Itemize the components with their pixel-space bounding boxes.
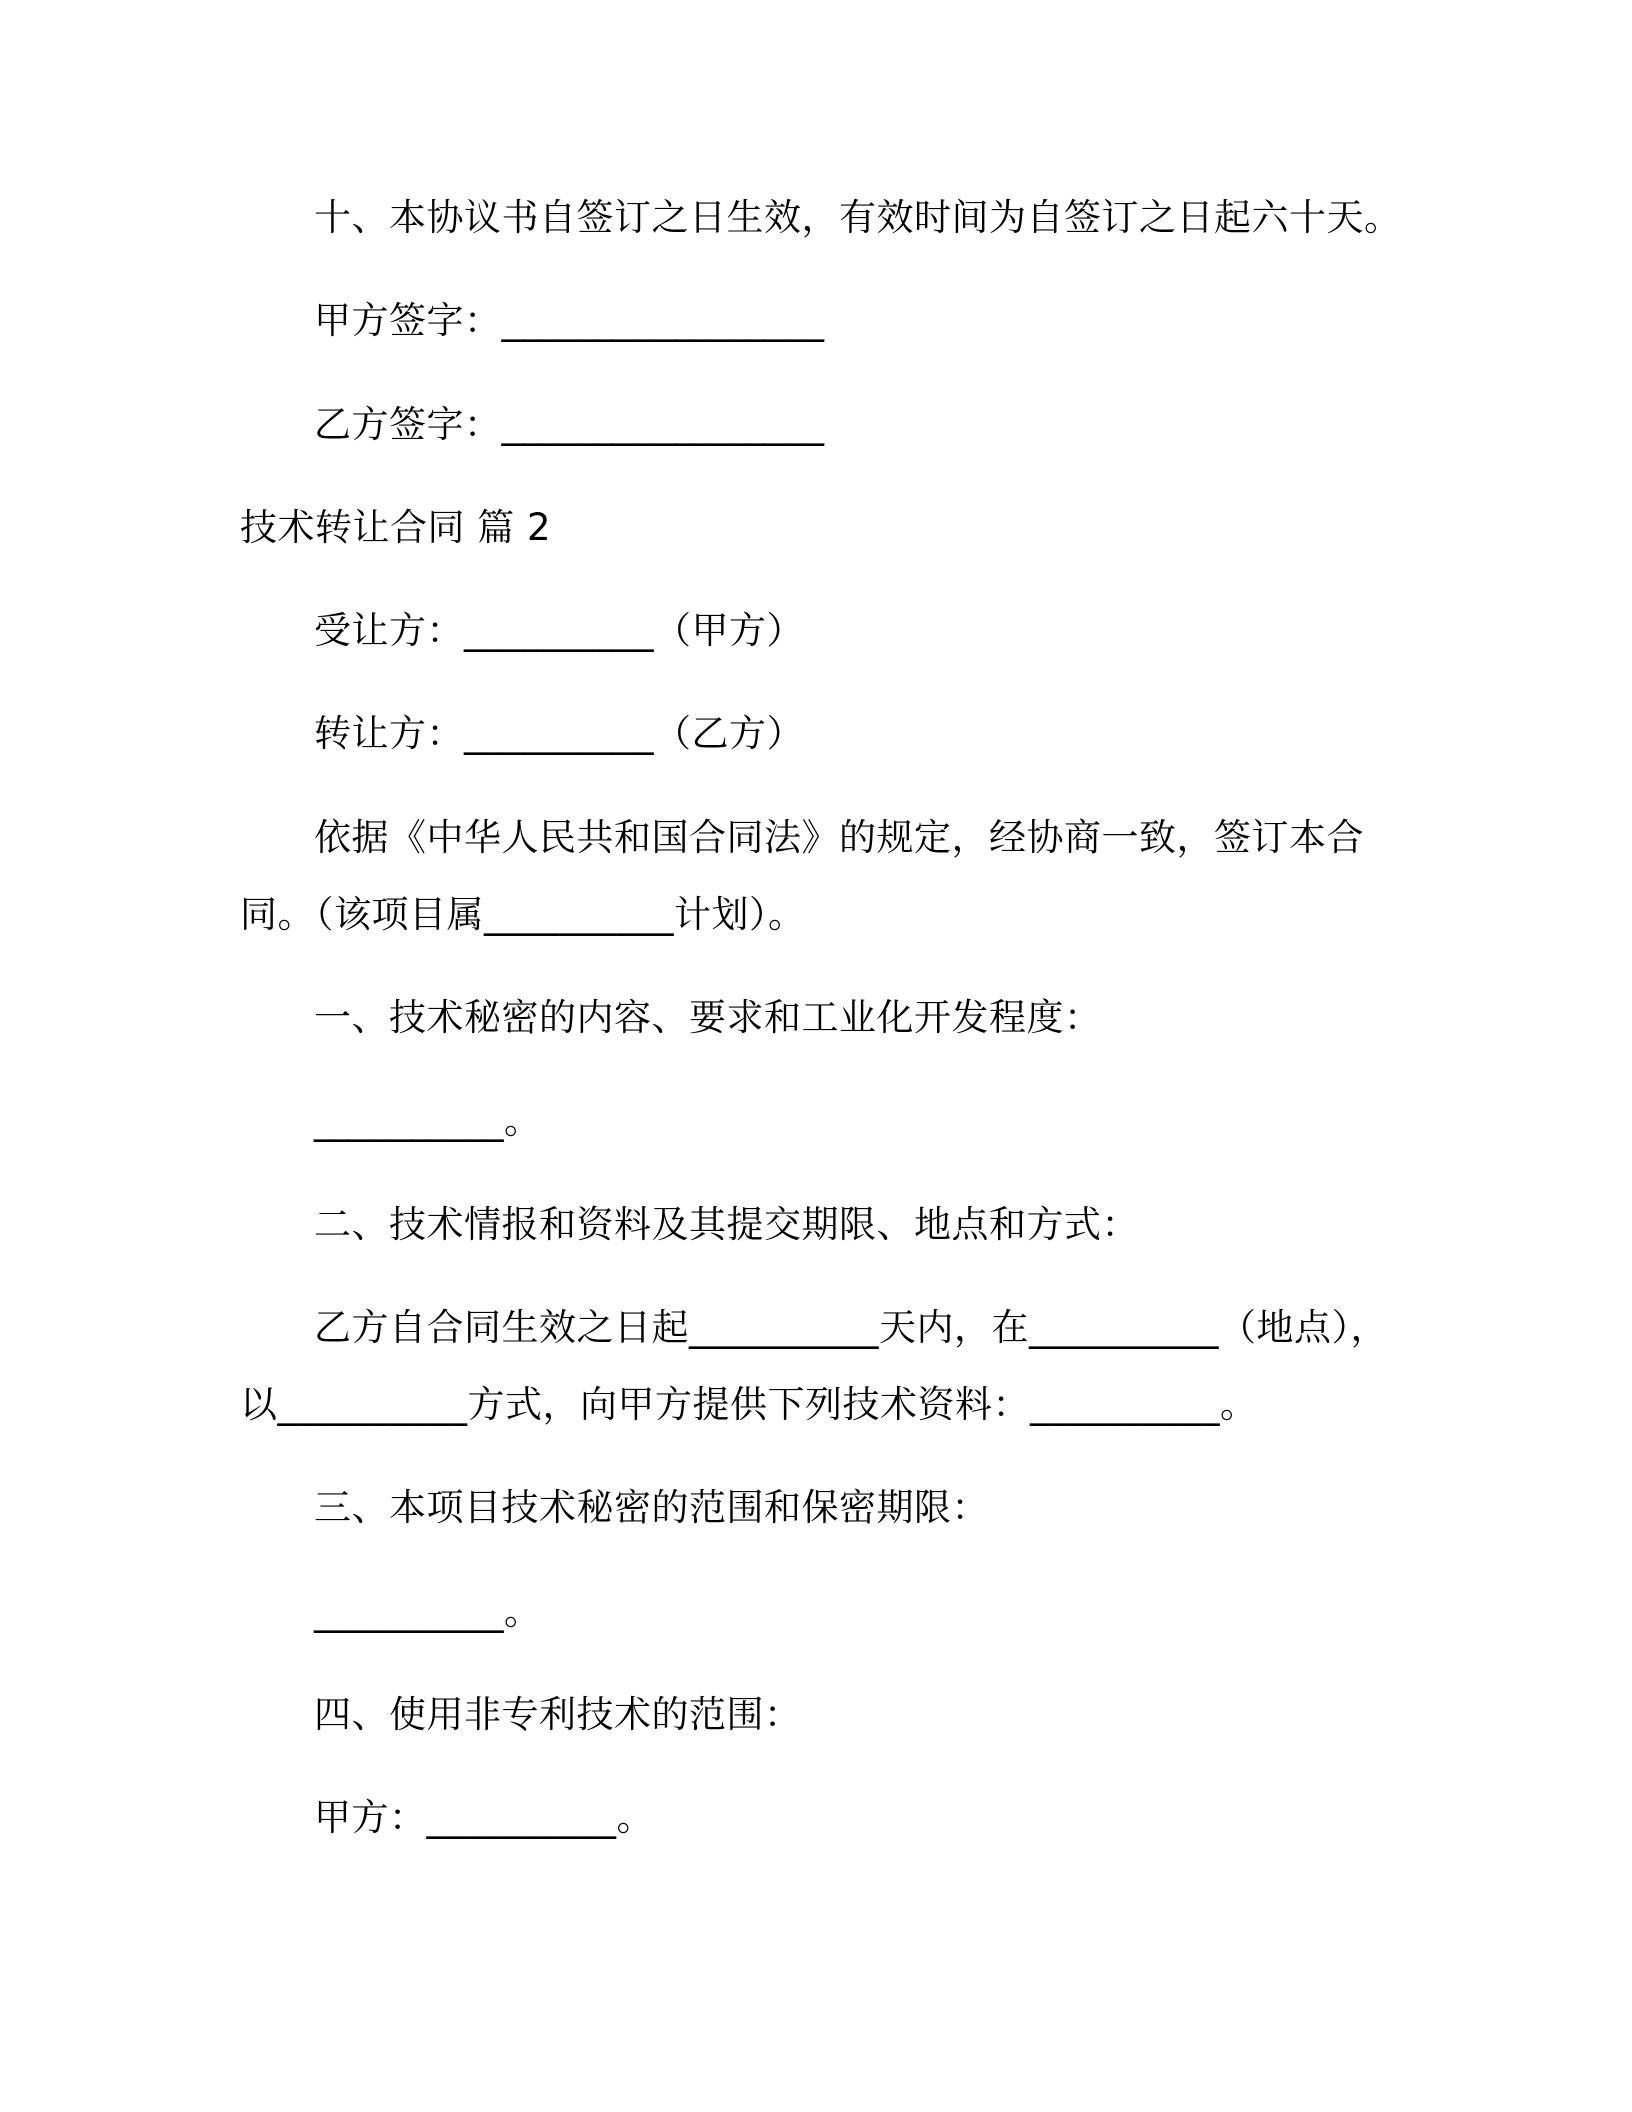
section-heading: 技术转让合同 篇 2: [240, 506, 552, 549]
clause-two-heading: 二、技术情报和资料及其提交期限、地点和方式：: [314, 1203, 1139, 1246]
clause-four-party-a: 甲方：__________。: [314, 1796, 654, 1839]
clause-three-blank: __________。: [314, 1590, 542, 1633]
party-b-signature: 乙方签字：_________________: [314, 403, 825, 446]
clause-two-body-line-2: 以__________方式，向甲方提供下列技术资料：__________。: [240, 1383, 1258, 1426]
clause-four-heading: 四、使用非专利技术的范围：: [314, 1693, 802, 1736]
clause-two-body-line-1: 乙方自合同生效之日起__________天内，在__________（地点），: [314, 1306, 1388, 1349]
preamble-line-2: 同。（该项目属__________计划）。: [240, 893, 806, 936]
clause-three-heading: 三、本项目技术秘密的范围和保密期限：: [314, 1486, 989, 1529]
clause-ten-validity: 十、本协议书自签订之日生效，有效时间为自签订之日起六十天。: [314, 196, 1402, 239]
party-a-signature: 甲方签字：_________________: [314, 299, 825, 342]
preamble-line-1: 依据《中华人民共和国合同法》的规定，经协商一致，签订本合: [314, 816, 1364, 859]
transferor-line: 转让方：__________（乙方）: [314, 712, 804, 755]
clause-one-heading: 一、技术秘密的内容、要求和工业化开发程度：: [314, 996, 1102, 1039]
transferee-line: 受让方：__________（甲方）: [314, 609, 804, 652]
clause-one-blank: __________。: [314, 1099, 542, 1142]
